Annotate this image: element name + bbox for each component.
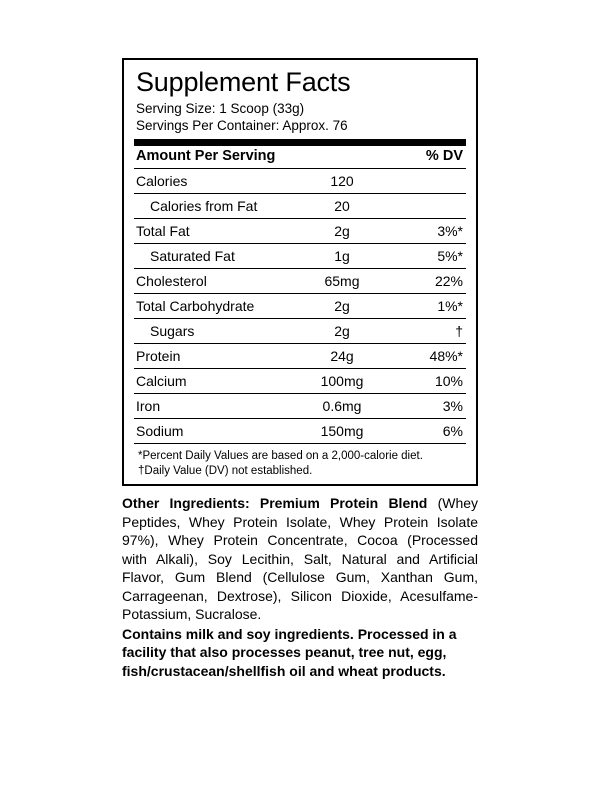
footnotes [134, 444, 466, 480]
allergen-statement: Contains milk and soy ingredients. Processed in a facility that also processes peanut, tree nut, egg, fish/crustacean/shellfish oil and wheat products. [122, 625, 457, 679]
servings-per-container-text: Servings Per Container: Approx. 76 [136, 118, 348, 133]
other-ingredients-body: (Whey Peptides, Whey Protein Isolate, Whey Protein Isolate 97%), Whey Protein Concentrate, Cocoa (Processed with Alkali), Soy Lecithin, Salt, Natural and Artificial Flavor, Gum Blend (Cellulose Gum, Xanthan Gum, Carrageenan, Dextrose), Silicon Dioxide, Acesulfame-Potassium, Sucralose. [122, 495, 479, 622]
table-row [134, 219, 466, 244]
header-amount-per-serving: Amount Per Serving [134, 146, 287, 169]
other-ingredients-heading: Other Ingredients: [122, 495, 250, 511]
footnote-percent-dv: *Percent Daily Values are based on a 2,000-calorie diet. [138, 450, 423, 462]
nutrient-dv: † [397, 319, 466, 344]
nutrient-amount: 24g [287, 344, 397, 369]
nutrient-dv: 5%* [397, 244, 466, 269]
other-ingredients-block [122, 486, 478, 680]
table-header-row [134, 146, 466, 169]
nutrient-amount: 20 [287, 194, 397, 219]
nutrient-name: Saturated Fat [134, 244, 287, 269]
table-row [134, 419, 466, 444]
nutrient-amount: 1g [287, 244, 397, 269]
table-row [134, 369, 466, 394]
header-percent-dv: % DV [397, 146, 466, 169]
nutrient-name: Calories from Fat [134, 194, 287, 219]
header-spacer [287, 146, 397, 169]
nutrient-amount: 150mg [287, 419, 397, 444]
nutrient-name: Iron [134, 394, 287, 419]
table-row [134, 344, 466, 369]
nutrient-amount: 100mg [287, 369, 397, 394]
supplement-facts-box [122, 58, 478, 486]
nutrient-name: Sodium [134, 419, 287, 444]
other-ingredients-bold-lead: Premium Protein Blend [259, 495, 428, 511]
nutrient-dv: 48%* [397, 344, 466, 369]
nutrient-dv: 1%* [397, 294, 466, 319]
nutrient-dv: 10% [397, 369, 466, 394]
table-row [134, 394, 466, 419]
table-row [134, 194, 466, 219]
nutrient-amount: 2g [287, 319, 397, 344]
nutrient-dv: 3% [397, 394, 466, 419]
table-row [134, 269, 466, 294]
table-row [134, 319, 466, 344]
nutrient-dv: 3%* [397, 219, 466, 244]
nutrient-name: Total Fat [134, 219, 287, 244]
serving-size-text: Serving Size: 1 Scoop (33g) [136, 101, 305, 116]
nutrient-amount: 120 [287, 169, 397, 194]
table-row [134, 294, 466, 319]
nutrient-dv [397, 169, 466, 194]
nutrient-amount: 65mg [287, 269, 397, 294]
nutrient-dv [397, 194, 466, 219]
nutrition-table [134, 146, 466, 444]
nutrient-name: Sugars [134, 319, 287, 344]
footnote-dagger: †Daily Value (DV) not established. [138, 465, 313, 477]
supplement-facts-title: Supplement Facts [136, 67, 351, 97]
table-row [134, 169, 466, 194]
nutrient-amount: 0.6mg [287, 394, 397, 419]
nutrient-name: Protein [134, 344, 287, 369]
nutrient-amount: 2g [287, 219, 397, 244]
nutrient-name: Calories [134, 169, 287, 194]
supplement-facts-panel [122, 58, 478, 680]
nutrient-dv: 22% [397, 269, 466, 294]
nutrient-name: Total Carbohydrate [134, 294, 287, 319]
nutrient-name: Cholesterol [134, 269, 287, 294]
nutrient-amount: 2g [287, 294, 397, 319]
table-row [134, 244, 466, 269]
nutrient-name: Calcium [134, 369, 287, 394]
nutrient-dv: 6% [397, 419, 466, 444]
thick-divider [134, 139, 466, 146]
